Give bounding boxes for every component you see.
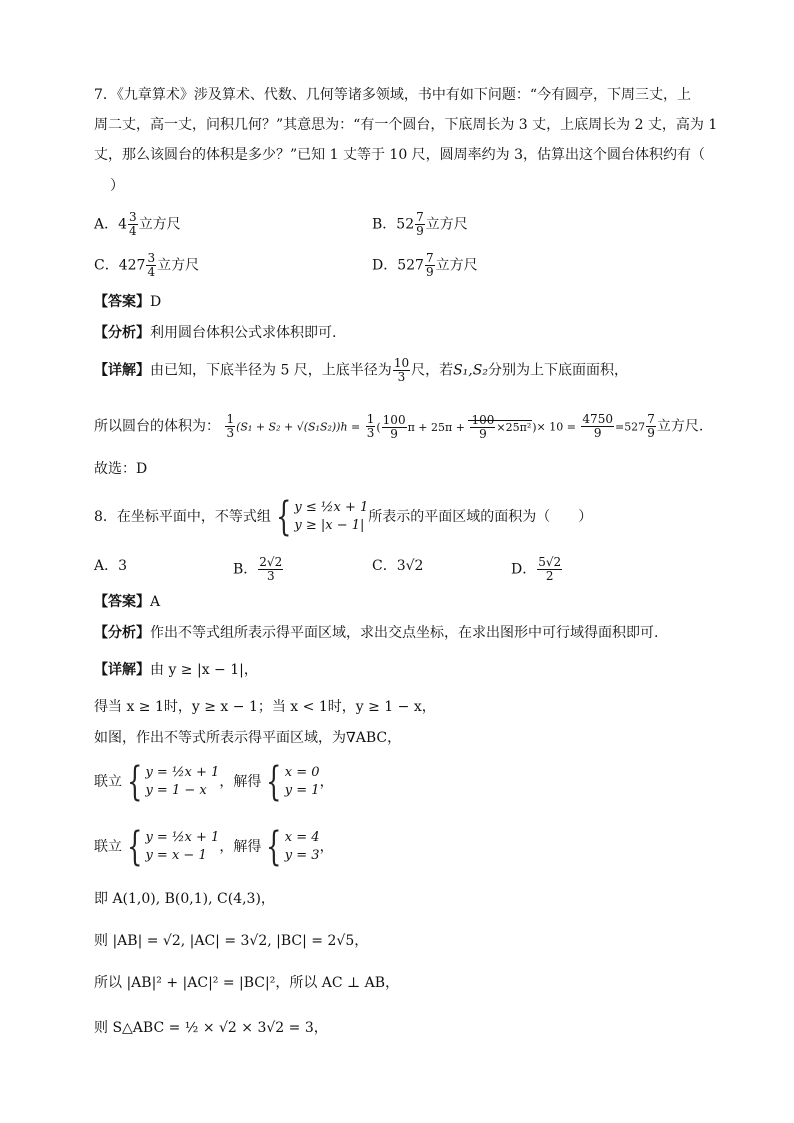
detail-text: 由已知，下底半径为 5 尺，上底半径为 [150,362,392,379]
fraction-numerator: 7 [416,210,424,224]
volume-expansion: ( $\frac{100}{9}$ π + 25π + $\frac{100}{9}$ ×25π²) [376,413,537,441]
fraction-numerator: 1 [366,412,375,426]
inequality-1: y ≤ ½x + 1 [294,500,369,515]
brace-symbol: { [127,759,143,805]
fraction-numerator: 2√2 [259,555,283,569]
option-fraction [537,556,562,583]
answer-value: D [150,294,162,310]
option-whole: 52 [396,216,415,233]
q8-option-a [94,556,127,576]
option-label: B． [233,561,258,578]
volume-result-fraction [581,413,614,440]
q8-detail [94,660,258,680]
fraction-numerator: 10 [393,356,410,370]
brace-symbol: { [266,759,282,805]
solution-row: x = 0 [284,765,320,780]
one-third-fraction [225,413,235,440]
q8-detail-cases: 得当 x ≥ 1时，y ≥ x − 1；当 x < 1时，y ≥ 1 − x， [94,699,436,715]
fraction-numerator: 3 [147,251,156,265]
volume-mixed-whole: 527 [624,420,646,434]
option-fraction [258,556,283,583]
option-label: B． [372,216,397,233]
q7-stem-line1: 7．《九章算术》涉及算术、代数、几何等诸多领域，书中有如下问题：“今有圆亭，下周三丈，上 [94,87,692,103]
fraction-numerator: 7 [647,412,655,426]
volume-formula: (S₁ + S₂ + √(S₁S₂))h = [236,420,361,434]
q8-system-2 [94,824,334,870]
volume-prefix: 所以圆台的体积为： [94,418,220,435]
equation-row: y = 1 − x [145,783,207,798]
solution-row: x = 4 [284,830,320,845]
option-fraction [415,211,425,238]
option-unit: 立方尺 [425,216,468,233]
q8-perpendicular: 所以 |AB|² + |AC|² = |BC|²，所以 AC ⊥ AB， [94,975,400,991]
q7-stem-line4: ） [110,178,124,194]
option-label: D． [372,257,398,274]
option-whole: 527 [397,257,424,274]
solution-row: y = 3 [284,848,320,863]
equation-row: y = ½x + 1 [145,765,220,780]
fraction-denominator: 4 [147,265,156,279]
area-symbols: S₁,S₂ [453,362,488,379]
q7-choose: 故选：D [94,461,148,477]
solution-system [261,759,320,805]
option-label: A． [94,558,119,574]
q8-option-c [372,556,423,576]
detail-text: 尺，若 [411,362,454,379]
fraction-denominator: 9 [593,426,602,440]
fraction-denominator: 9 [425,265,434,279]
option-label: A． [94,216,119,233]
detail-text: 由 y ≥ |x − 1|， [150,662,258,678]
punctuation: ， [319,774,334,790]
fraction-numerator: 4750 [582,412,613,426]
option-fraction [146,252,156,279]
q7-volume-line [94,413,703,441]
q8-stem-text: 所表示的平面区域的面积为（ ） [368,509,593,525]
equation-system [122,824,220,870]
q8-area: 则 S△ABC = ½ × √2 × 3√2 = 3， [94,1020,328,1036]
fraction-numerator: 5√2 [538,555,562,569]
q7-analysis [94,323,336,343]
brace-symbol: { [276,494,292,540]
option-unit: 立方尺 [435,257,478,274]
punctuation: ， [319,839,334,855]
q8-system-1 [94,759,334,805]
detail-text: 分别为上下底面面积， [487,362,628,379]
equation-row: y = ½x + 1 [145,830,220,845]
answer-tag: 【答案】 [94,294,150,310]
fraction-denominator: 3 [226,426,235,440]
q8-answer [94,592,160,612]
volume-unit: 立方尺. [656,418,704,435]
option-label: C． [94,257,119,274]
q7-answer [94,292,161,312]
q8-points: 即 A(1,0), B(0,1), C(4,3)， [94,891,275,907]
option-value: 3√2 [396,558,424,574]
volume-times-ten: × 10 = [536,420,576,434]
system-label: 联立 [94,839,122,855]
q8-stem-text: 8．在坐标平面中，不等式组 [94,509,271,525]
solution-row: y = 1 [284,783,320,798]
q8-analysis [94,623,658,643]
one-third-fraction [366,413,376,440]
option-unit: 立方尺 [157,257,200,274]
system-label: 联立 [94,774,122,790]
solve-text: ，解得 [219,774,262,790]
detail-tag: 【详解】 [94,362,150,379]
option-fraction [128,211,138,238]
fraction-denominator: 2 [545,569,554,583]
fraction-denominator: 9 [416,224,424,238]
q8-option-b [233,556,284,583]
fraction-numerator: 1 [226,412,235,426]
inequality-2: y ≥ |x − 1| [294,518,365,533]
fraction-numerator: 3 [129,210,137,224]
brace-symbol: { [266,824,282,870]
q7-option-c [94,252,199,279]
q8-lengths: 则 |AB| = √2, |AC| = 3√2, |BC| = 2√5， [94,933,369,949]
q7-option-a [94,211,181,238]
fraction-denominator: 3 [366,426,375,440]
solution-system [261,824,320,870]
equation-system [122,759,220,805]
q8-inequality-system [271,494,369,540]
radius-fraction [393,357,410,384]
analysis-text: 作出不等式组所表示得平面区域，求出交点坐标，在求出图形中可行域得面积即可. [150,625,659,641]
q7-option-d [372,252,478,279]
solve-text: ，解得 [219,839,262,855]
option-whole: 427 [118,257,146,274]
q7-stem-line2: 周二丈，高一丈，问积几何？”其意思为：“有一个圆台，下底周长为 3 丈，上底周长为 2 丈，高为 1 [94,117,718,133]
q7-option-b [372,211,468,238]
brace-symbol: { [127,824,143,870]
option-fraction [425,252,435,279]
analysis-tag: 【分析】 [94,625,150,641]
fraction-denominator: 3 [266,569,275,583]
analysis-text: 利用圆台体积公式求体积即可. [150,325,337,341]
equation-row: y = x − 1 [145,848,207,863]
q7-detail [94,357,628,384]
fraction-numerator: 7 [425,251,434,265]
volume-mixed-fraction [646,413,656,440]
answer-tag: 【答案】 [94,594,150,610]
option-unit: 立方尺 [138,216,181,233]
fraction-denominator: 9 [647,426,655,440]
option-label: C． [372,558,397,574]
q7-stem-line3: 丈，那么该圆台的体积是多少？”已知 1 丈等于 10 尺，圆周率约为 3，估算出这个圆台体积约有（ [94,147,706,163]
answer-value: A [150,594,161,610]
equals-sign: = [614,420,625,434]
detail-tag: 【详解】 [94,662,150,678]
q8-stem [94,494,593,540]
q8-detail-region: 如图，作出不等式所表示得平面区域，为∇ABC， [94,730,402,746]
option-value: 3 [118,558,128,574]
analysis-tag: 【分析】 [94,325,150,341]
fraction-denominator: 4 [129,224,137,238]
q8-option-d [511,556,563,583]
option-whole: 4 [118,216,128,233]
option-label: D． [511,561,537,578]
fraction-denominator: 3 [397,370,406,384]
